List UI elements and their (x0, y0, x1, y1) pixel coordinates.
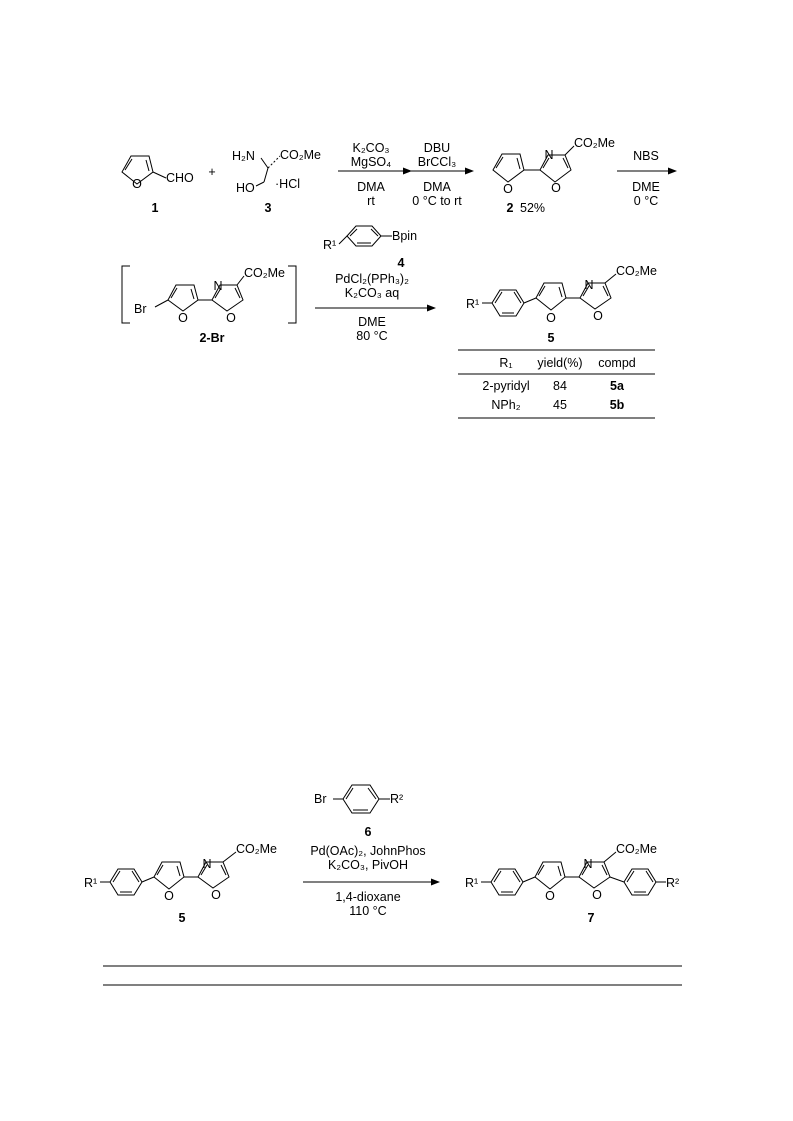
step1-reagent-2: MgSO₄ (350, 155, 392, 169)
step1-reagent-1: K₂CO₃ (352, 141, 390, 155)
oxazole-oxygen: O (551, 181, 561, 195)
oxazole-nitrogen: N (202, 857, 212, 871)
oxazole-nitrogen: N (544, 148, 554, 162)
hcl-label: ·HCl (275, 177, 300, 191)
table-cell: 2-pyridyl (482, 379, 530, 393)
table-header-yield: yield(%) (537, 356, 583, 370)
table-cell: 45 (553, 398, 567, 412)
step1-arrow (338, 141, 412, 208)
step3-temperature: 0 °C (633, 194, 659, 208)
compound-7-number: 7 (587, 911, 595, 925)
step5-catalyst: Pd(OAc)₂, JohnPhos (310, 844, 426, 858)
r2-label: R² (390, 792, 404, 806)
step1-solvent: DMA (357, 180, 385, 194)
compound-2-oxazole (493, 136, 615, 215)
compound-4-number: 4 (397, 256, 405, 270)
compound-7-product (465, 842, 679, 925)
step3-arrow (617, 149, 677, 208)
compound-3-serine (232, 148, 321, 215)
table-cell: NPh₂ (491, 398, 521, 412)
ester-label: CO₂Me (244, 266, 285, 280)
r1-label: R¹ (466, 297, 480, 311)
step4-base: K₂CO₃ aq (344, 286, 400, 300)
bpin-label: Bpin (392, 229, 418, 243)
compound-1-number: 1 (151, 201, 159, 215)
oxazole-oxygen: O (592, 888, 602, 902)
oxazole-oxygen: O (211, 888, 221, 902)
step4-catalyst: PdCl₂(PPh₃)₂ (335, 272, 409, 286)
compound-2br-number: 2-Br (199, 331, 225, 345)
r1-label: R¹ (465, 876, 479, 890)
step3-solvent: DME (632, 180, 660, 194)
oxazole-nitrogen: N (213, 279, 223, 293)
oxazole-nitrogen: N (583, 857, 593, 871)
step5-base: K₂CO₃, PivOH (327, 858, 409, 872)
compound-6-number: 6 (364, 825, 372, 839)
step4-temperature: 80 °C (356, 329, 388, 343)
step2-arrow (405, 141, 474, 208)
step5-arrow (303, 844, 440, 918)
step5-temperature: 110 °C (349, 904, 387, 918)
ester-label: CO₂Me (280, 148, 321, 162)
compound-2-br (122, 266, 296, 345)
plus-sign: + (208, 165, 216, 179)
oxazole-oxygen: O (226, 311, 236, 325)
r1-label: R¹ (323, 238, 337, 252)
oxazole-oxygen: O (593, 309, 603, 323)
ester-label: CO₂Me (236, 842, 277, 856)
compound-2-yield: 52% (520, 201, 546, 215)
hydroxyl-label: HO (236, 181, 255, 195)
compound-4-boronate (323, 226, 417, 270)
amine-label: H₂N (232, 149, 255, 163)
step3-reagent: NBS (633, 149, 659, 163)
oxazole-nitrogen: N (584, 278, 594, 292)
furan-oxygen: O (503, 182, 513, 196)
table-header-compd: compd (598, 356, 636, 370)
compound-2-number: 2 (506, 201, 514, 215)
compound-5-number: 5 (178, 911, 186, 925)
furan-oxygen: O (178, 311, 188, 325)
aldehyde-label: CHO (166, 171, 194, 185)
step4-solvent: DME (358, 315, 386, 329)
step2-solvent: DMA (423, 180, 451, 194)
ester-label: CO₂Me (574, 136, 615, 150)
furan-oxygen: O (546, 311, 556, 325)
r2-label: R² (666, 876, 680, 890)
compound-3-number: 3 (264, 201, 272, 215)
bromine-label: Br (134, 302, 147, 316)
table-header-r1: R₁ (499, 356, 513, 370)
furan-oxygen-label: O (132, 177, 142, 191)
step1-temperature: rt (367, 194, 375, 208)
step5-solvent: 1,4-dioxane (335, 890, 401, 904)
step2-reagent-2: BrCCl₃ (417, 155, 457, 169)
r1-label: R¹ (84, 876, 98, 890)
table-cell: 5a (610, 379, 624, 393)
step4-arrow (315, 272, 436, 343)
furan-oxygen: O (545, 889, 555, 903)
compound-5-product (466, 264, 657, 345)
step2-temperature: 0 °C to rt (412, 194, 462, 208)
bromine-label: Br (314, 792, 327, 806)
ester-label: CO₂Me (616, 264, 657, 278)
ester-label: CO₂Me (616, 842, 657, 856)
compound-5-number: 5 (547, 331, 555, 345)
furan-oxygen: O (164, 889, 174, 903)
compound-6-bromoarene (314, 785, 403, 839)
table-cell: 5b (609, 398, 625, 412)
step2-reagent-1: DBU (423, 141, 451, 155)
compound-1-furfural (122, 156, 194, 215)
compound-5-start (84, 842, 277, 925)
table-cell: 84 (553, 379, 567, 393)
results-table (458, 350, 655, 418)
